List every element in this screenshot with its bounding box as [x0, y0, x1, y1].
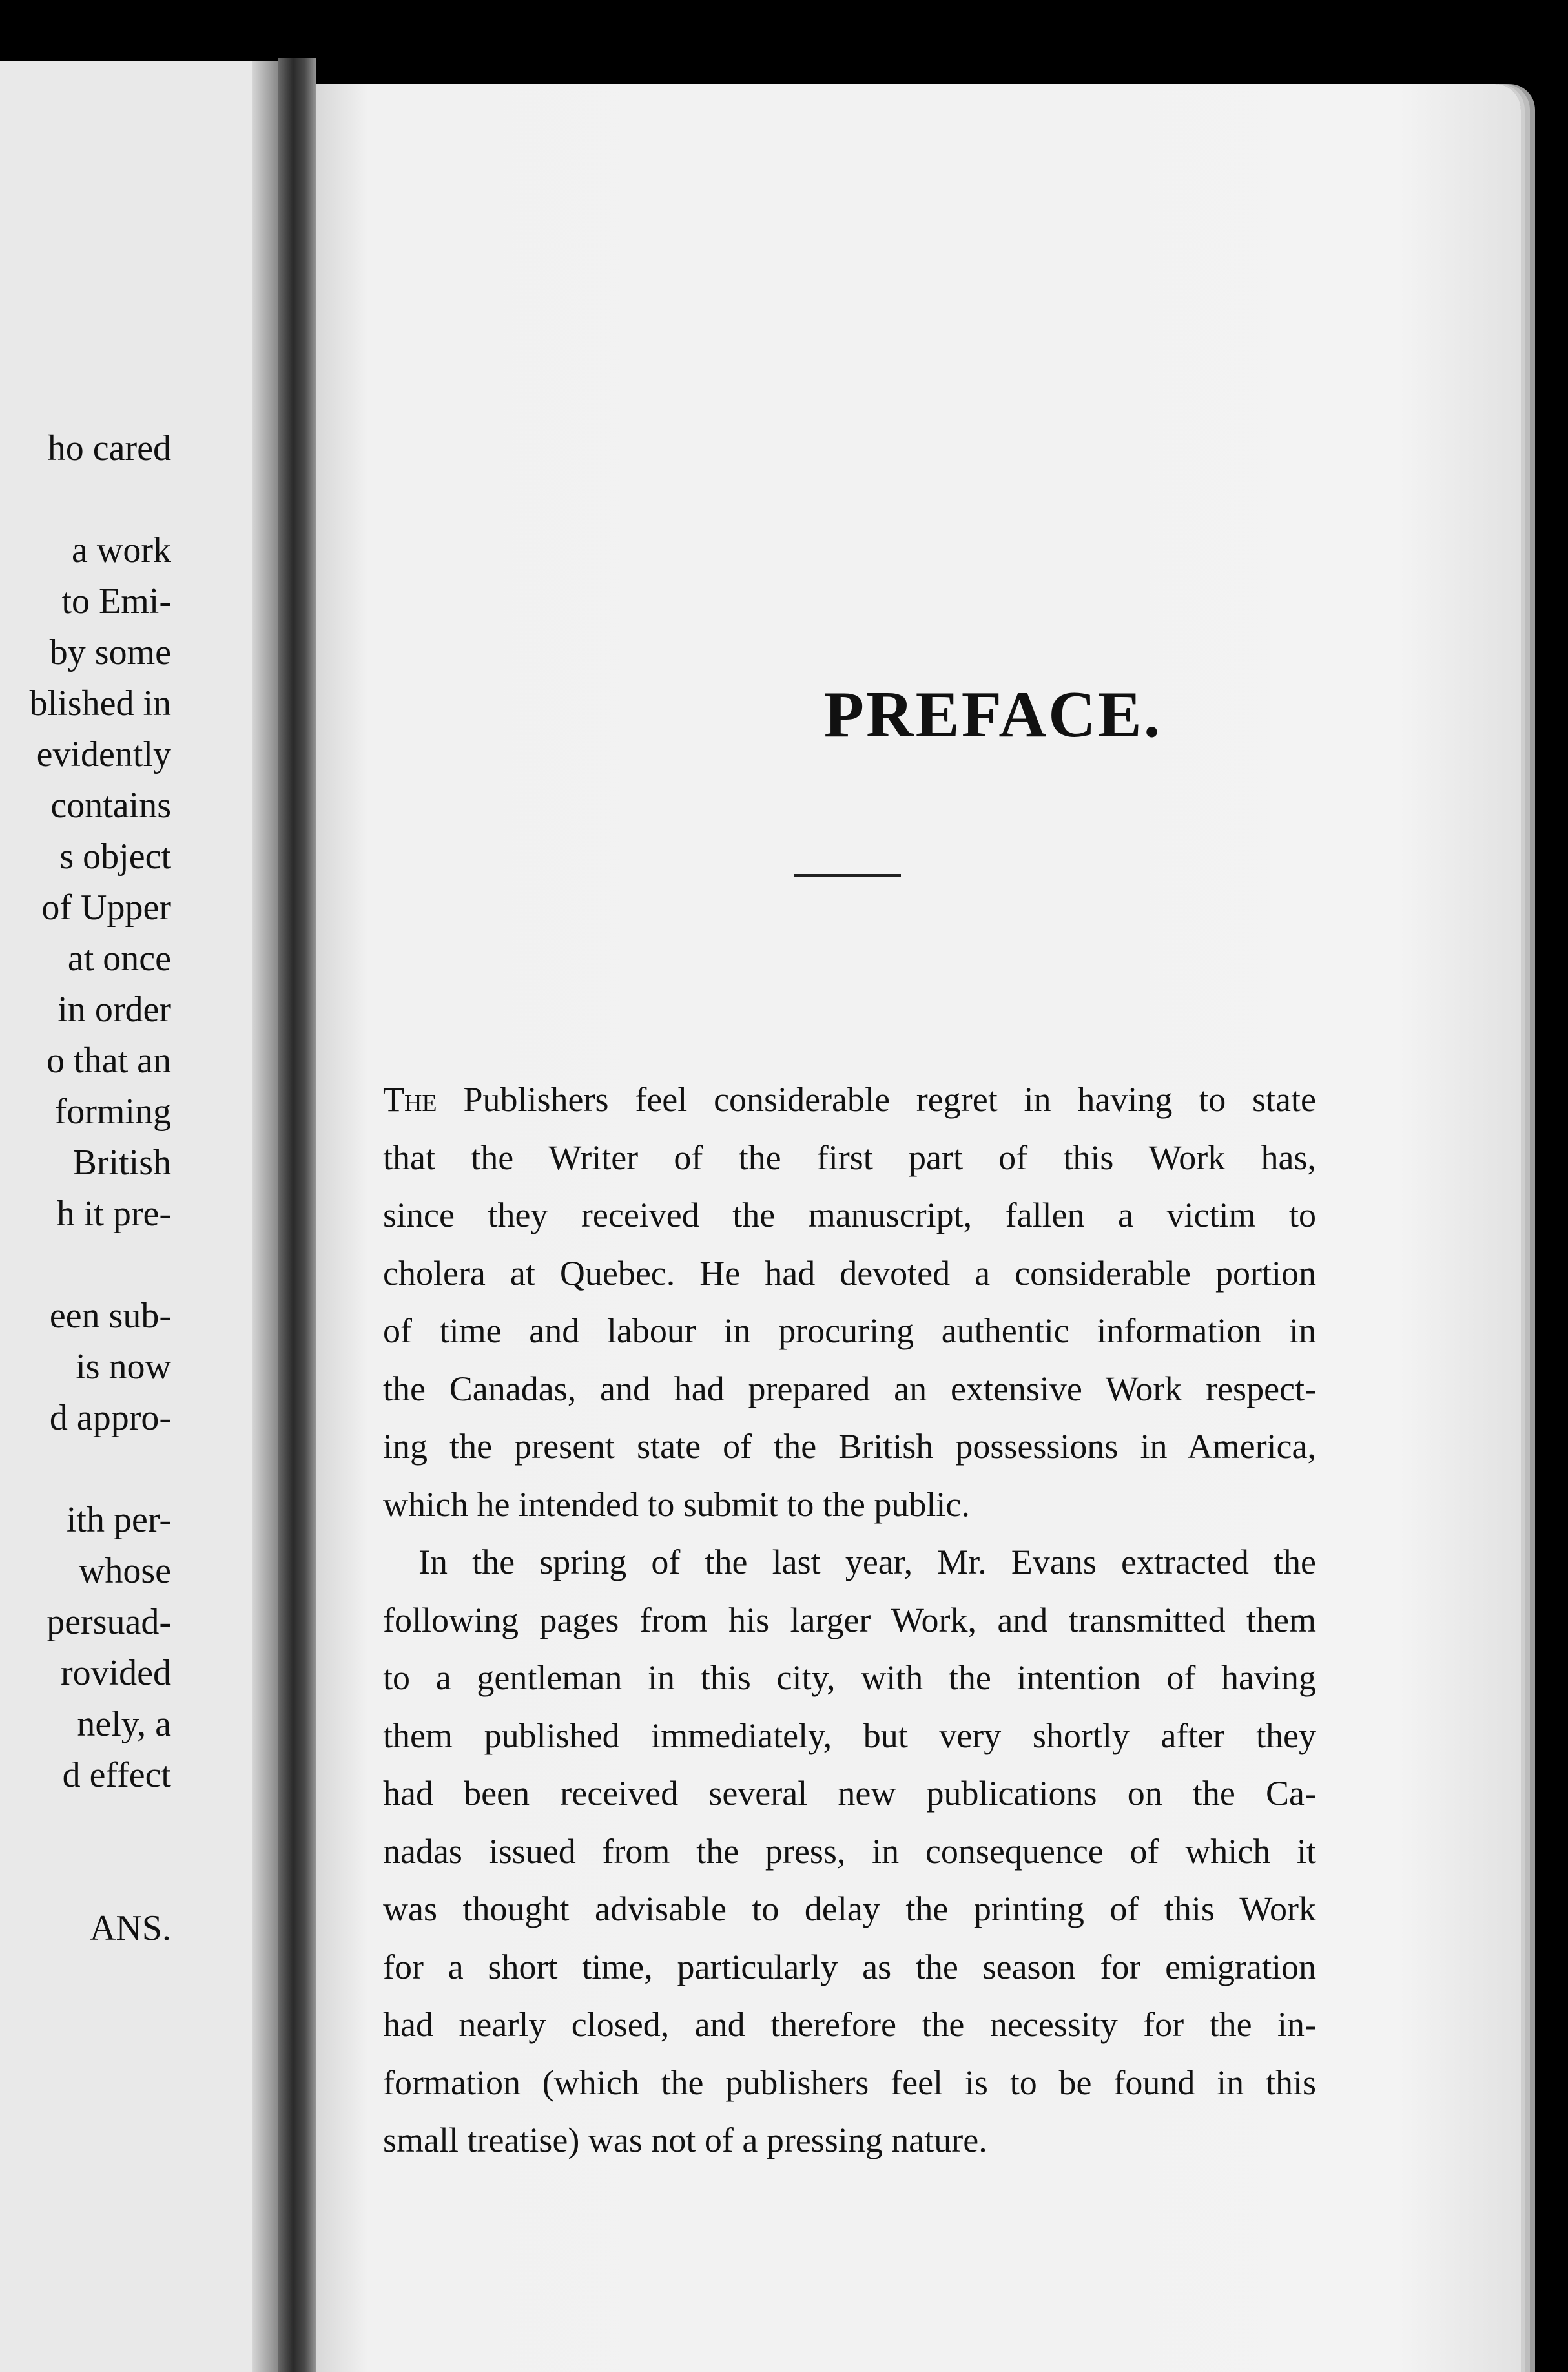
paragraph-line: following pages from his larger Work, and transmitted them: [383, 1600, 1316, 1639]
paragraph-lead-word: The: [383, 1080, 437, 1119]
previous-page-line: evidently: [36, 734, 171, 775]
paragraph-line: had nearly closed, and therefore the necessity for the in-: [383, 2005, 1316, 2044]
paragraph-line: The Publishers feel considerable regret in having to state: [383, 1080, 1316, 1119]
previous-page-line: in order: [57, 990, 171, 1030]
previous-page-line: h it pre-: [56, 1194, 171, 1234]
previous-page-line: a work: [72, 530, 171, 570]
previous-page-line: [30, 1240, 171, 1291]
previous-page-line: ANS.: [89, 1908, 171, 1948]
previous-page-line: whose: [78, 1551, 171, 1591]
previous-page-line: blished in: [29, 683, 171, 723]
previous-page-line: contains: [50, 785, 171, 826]
previous-page: [0, 61, 278, 2372]
paragraph-line: the Canadas, and had prepared an extensive Work respect-: [383, 1369, 1316, 1408]
preface-paragraph-1: [383, 1071, 1316, 1534]
page-title: PREFACE.: [823, 678, 1162, 751]
previous-page-line: by some: [49, 632, 171, 672]
paragraph-line: nadas issued from the press, in consequence of which it: [383, 1831, 1316, 1871]
previous-page-line: persuad-: [46, 1602, 171, 1642]
paragraph-line: had been received several new publications on the Ca-: [383, 1774, 1316, 1813]
title-divider: [794, 874, 901, 877]
previous-page-line: o that an: [46, 1041, 171, 1081]
page-gutter-shadow: [252, 61, 278, 2372]
previous-page-line: nely, a: [77, 1704, 171, 1744]
paragraph-line: small treatise) was not of a pressing nature.: [383, 2121, 987, 2159]
previous-page-line: ith per-: [66, 1500, 171, 1540]
paragraph-line: cholera at Quebec. He had devoted a considerable portion: [383, 1253, 1316, 1293]
preface-body: [383, 1071, 1316, 2170]
previous-page-line: British: [72, 1143, 171, 1183]
paragraph-line: In the spring of the last year, Mr. Evans extracted the: [418, 1543, 1316, 1581]
paragraph-line: formation (which the publishers feel is to be found in this: [383, 2063, 1316, 2102]
previous-page-line: to Emi-: [61, 581, 171, 621]
paragraph-line: of time and labour in procuring authentic information in: [383, 1311, 1316, 1350]
previous-page-line: is now: [76, 1347, 171, 1387]
previous-page-text: [30, 423, 171, 1954]
preface-paragraph-2: [383, 1534, 1316, 2170]
previous-page-line: een sub-: [49, 1296, 171, 1336]
previous-page-line: [30, 1444, 171, 1495]
previous-page-line: [30, 1801, 171, 1852]
previous-page-line: s object: [59, 837, 171, 877]
previous-page-line: ho cared: [47, 428, 171, 468]
previous-page-line: at once: [67, 939, 171, 979]
paragraph-line: was thought advisable to delay the printing of this Work: [383, 1889, 1316, 1928]
previous-page-line: rovided: [60, 1653, 171, 1693]
paragraph-line: them published immediately, but very shortly after they: [383, 1716, 1316, 1755]
paragraph-line: that the Writer of the first part of this Work has,: [383, 1138, 1316, 1177]
previous-page-line: forming: [54, 1092, 171, 1132]
previous-page-line: [30, 474, 171, 525]
paragraph-line: to a gentleman in this city, with the intention of having: [383, 1658, 1316, 1697]
preface-page: [316, 84, 1521, 2372]
paragraph-line: which he intended to submit to the public.: [383, 1484, 970, 1524]
previous-page-line: d appro-: [49, 1398, 171, 1438]
previous-page-line: [30, 1852, 171, 1903]
previous-page-line: d effect: [62, 1755, 171, 1795]
paragraph-line: for a short time, particularly as the season for emigration: [383, 1947, 1316, 1986]
paragraph-line: since they received the manuscript, fallen a victim to: [383, 1196, 1316, 1234]
paragraph-line: ing the present state of the British possessions in America,: [383, 1427, 1316, 1466]
previous-page-line: of Upper: [41, 888, 171, 928]
book-spine: [278, 58, 316, 2372]
